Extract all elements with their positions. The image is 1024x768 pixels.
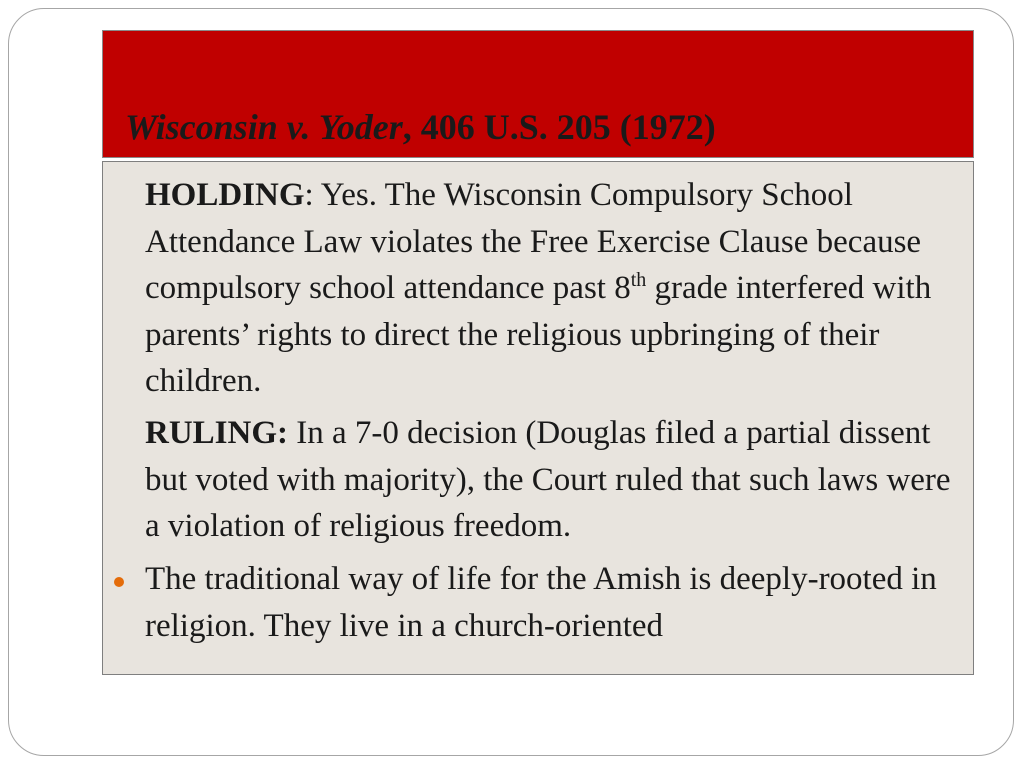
holding-paragraph <box>145 172 965 405</box>
ruling-label: RULING: <box>145 415 289 451</box>
case-name: Wisconsin v. Yoder <box>125 107 403 147</box>
holding-label: HOLDING <box>145 177 305 213</box>
content-box <box>102 161 974 675</box>
ruling-paragraph <box>145 410 965 550</box>
title-bar <box>102 30 974 158</box>
holding-text-part2: grade interfered with parents’ rights to direct the religious upbringing of their children. <box>145 270 932 399</box>
holding-text-part1: : Yes. The Wisconsin Compulsory School Attendance Law violates the Free Exercise Clause because compulsory school attendance past 8 <box>145 177 922 306</box>
bullet-text: The traditional way of life for the Amish is deeply-rooted in religion. They live in a church-oriented <box>145 561 937 644</box>
slide-title <box>125 107 716 147</box>
ruling-text: In a 7-0 decision (Douglas filed a partial dissent but voted with majority), the Court ruled that such laws were a violation of religious freedom. <box>145 415 951 544</box>
bullet-dot-icon <box>114 577 124 587</box>
ordinal-suffix: th <box>630 269 647 291</box>
bullet-paragraph <box>145 556 965 649</box>
case-citation: , 406 U.S. 205 (1972) <box>402 107 716 147</box>
